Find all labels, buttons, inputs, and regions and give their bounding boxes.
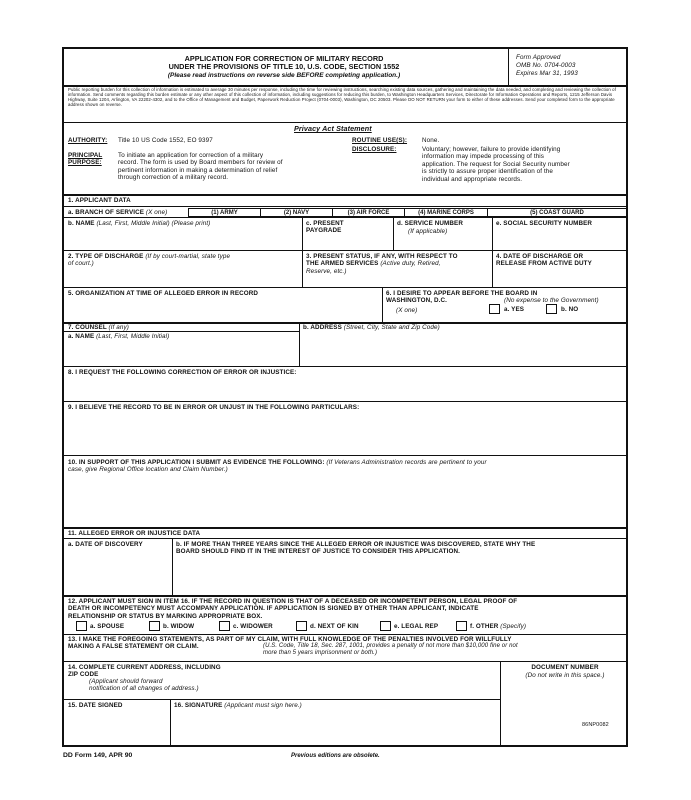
appear-no-checkbox[interactable] — [546, 304, 557, 314]
form-title-line1: APPLICATION FOR CORRECTION OF MILITARY RECORD — [184, 54, 384, 63]
widow-label: b. WIDOW — [163, 623, 195, 630]
signature-label: 16. SIGNATURE (Applicant must sign here.) — [174, 702, 302, 709]
date-signed-label: 15. DATE SIGNED — [68, 702, 123, 709]
branch-coast-guard[interactable]: (5) COAST GUARD — [487, 208, 627, 217]
form-approved: Form Approved — [516, 54, 561, 61]
rule — [64, 595, 626, 597]
legal-rep-checkbox[interactable] — [380, 621, 391, 631]
branch-air-force[interactable]: (3) AIR FORCE — [332, 208, 405, 217]
applicant-sign-label: 12. APPLICANT MUST SIGN IN ITEM 16. IF THE RECORD IN QUESTION IS THAT OF A DECEASED OR INCOMPETENT PERSON, LEGAL PROOF OF DEATH OR INCOMPETENCY MUST ACCOMPANY APPLICATION. IF APPLICATION IS SIGNED BY OTHER THAN APPLICANT, INDICATE RELATIONSHIP OR STATUS BY MARKING APPROPRIATE BOX. — [68, 598, 518, 620]
rule — [170, 699, 171, 747]
correction-request-label: 8. I REQUEST THE FOLLOWING CORRECTION OF ERROR OR INJUSTICE: — [68, 369, 297, 376]
dd-form-149 — [62, 47, 628, 747]
expiration-date: Expires Mar 31, 1993 — [516, 70, 578, 77]
rule — [64, 194, 626, 196]
discharge-type-label: 2. TYPE OF DISCHARGE (If by court-martial, state type of court.) — [68, 253, 231, 268]
next-of-kin-label: d. NEXT OF KIN — [310, 623, 359, 630]
burden-notice: Public reporting burden for this collection of information is estimated to average 30 minutes per response, including the time for reviewing instructions, searching existing data sources, gathering and maintaining the data needed, and completing and reviewing the collection of information. Send comments regarding this burden estimate or any other aspect of this collection of information, including suggestions for reducing this burden, to Washington Headquarters Services, Directorate for Information Operations and Reports, 1215 Jefferson Davis Highway, Suite 1204, Arlington, VA 22202-4302, and to the Office of Management and Budget, Paperwork Reduction Project (0704-0003), Washington, DC 20503. Please DO NOT RETURN your form to either of these addresses. Send your completed form to the appropriate address shown on reverse. — [68, 87, 616, 108]
rule — [382, 287, 383, 322]
rule — [302, 217, 303, 250]
rule — [64, 331, 299, 332]
document-number-label: DOCUMENT NUMBER — [531, 664, 599, 671]
present-status-label: 3. PRESENT STATUS, IF ANY, WITH RESPECT TO THE ARMED SERVICES (Active duty, Retired, Reserve, etc.) — [306, 253, 458, 275]
appear-before-board-label: 6. I DESIRE TO APPEAR BEFORE THE BOARD IN WASHINGTON, D.C. — [386, 290, 538, 305]
rule — [492, 217, 493, 250]
service-number-label: d. SERVICE NUMBER — [397, 220, 463, 227]
disclosure-text: Voluntary; however, failure to provide identifying information may impede processing of this application. The request for Social Security number is strictly to assure proper identification of the individual and appropriate records. — [422, 146, 570, 183]
service-number-note: (If applicable) — [408, 228, 448, 235]
rule — [302, 250, 303, 287]
paygrade-label: c. PRESENT PAYGRADE — [306, 220, 344, 235]
evidence-label: 10. IN SUPPORT OF THIS APPLICATION I SUBMIT AS EVIDENCE THE FOLLOWING: (If Veterans Administration records are pertinent to your case, give Regional Office location and Claim Number.) — [68, 459, 487, 474]
widower-label: c. WIDOWER — [233, 623, 273, 630]
rule — [64, 250, 626, 251]
routine-uses-label: ROUTINE USE(S): — [352, 137, 408, 144]
other-label: f. OTHER (Specify) — [470, 623, 527, 630]
rule — [64, 634, 626, 635]
counsel-address-label: b. ADDRESS (Street, City, State and Zip Code) — [303, 324, 440, 331]
routine-uses-text: None. — [422, 137, 440, 144]
rule — [64, 527, 626, 529]
rule — [64, 401, 626, 402]
alleged-error-heading: 11. ALLEGED ERROR OR INJUSTICE DATA — [68, 530, 201, 537]
current-address-note: (Applicant should forward notification of all changes of address.) — [89, 678, 199, 693]
branch-label: a. BRANCH OF SERVICE (X one) — [68, 209, 168, 216]
current-address-label: 14. COMPLETE CURRENT ADDRESS, INCLUDING ZIP CODE — [68, 664, 221, 679]
header-divider — [508, 49, 509, 85]
form-code: 86NP0082 — [582, 722, 609, 728]
appear-no-label: b. NO — [561, 306, 579, 313]
counsel-name-label: a. NAME (Last, First, Middle Initial) — [68, 333, 170, 340]
authority-text: Title 10 US Code 1552, EO 9397 — [118, 137, 213, 144]
document-number-note: (Do not write in this space.) — [525, 672, 605, 679]
branch-army[interactable]: (1) ARMY — [188, 208, 261, 217]
principal-purpose-label: PRINCIPAL PURPOSE: — [68, 152, 103, 167]
next-of-kin-checkbox[interactable] — [296, 621, 307, 631]
ssn-label: e. SOCIAL SECURITY NUMBER — [496, 220, 593, 227]
counsel-label: 7. COUNSEL (If any) — [68, 324, 129, 331]
rule — [64, 455, 626, 456]
legal-rep-label: e. LEGAL REP — [394, 623, 439, 630]
statement-note: (U.S. Code, Title 18, Sec. 287, 1001, provides a penalty of not more than $10,000 fine or not more than 5 years imprisonment or both.) — [263, 643, 518, 657]
name-label: b. NAME (Last, First, Middle Initial) (Please print) — [68, 220, 211, 227]
rule — [64, 122, 626, 123]
authority-label: AUTHORITY: — [68, 137, 108, 144]
rule — [64, 699, 501, 700]
omb-number: OMB No. 0704-0003 — [516, 62, 576, 69]
principal-purpose-text: To initiate an application for correction of a military record. The form is used by Board members for review of pertinent information in making a determination of relief through correction of a military record. — [118, 152, 283, 182]
rule — [64, 538, 626, 539]
three-years-label: b. IF MORE THAN THREE YEARS SINCE THE ALLEGED ERROR OR INJUSTICE WAS DISCOVERED, STATE WHY THE BOARD SHOULD FIND IT IN THE INTEREST OF JUSTICE TO CONSIDER THIS APPLICATION. — [176, 541, 536, 556]
appear-yes-checkbox[interactable] — [489, 304, 500, 314]
applicant-data-heading: 1. APPLICANT DATA — [68, 197, 131, 204]
privacy-heading: Privacy Act Statement — [294, 124, 372, 133]
form-instruction: (Please read instructions on reverse side BEFORE completing application.) — [167, 72, 401, 79]
other-checkbox[interactable] — [456, 621, 467, 631]
rule — [64, 206, 626, 207]
error-particulars-label: 9. I BELIEVE THE RECORD TO BE IN ERROR OR UNJUST IN THE FOLLOWING PARTICULARS: — [68, 404, 360, 411]
widow-checkbox[interactable] — [149, 621, 160, 631]
statement-label: 13. I MAKE THE FOREGOING STATEMENTS, AS PART OF MY CLAIM, WITH FULL KNOWLEDGE OF THE PENALTIES INVOLVED FOR WILLFULLY MAKING A FALSE STATEMENT OR CLAIM. — [68, 636, 512, 651]
rule — [64, 287, 626, 288]
rule — [172, 538, 173, 595]
discovery-date-label: a. DATE OF DISCOVERY — [68, 541, 143, 548]
rule — [64, 661, 626, 662]
rule — [64, 217, 626, 218]
rule — [299, 322, 300, 366]
discharge-date-label: 4. DATE OF DISCHARGE OR RELEASE FROM ACTIVE DUTY — [496, 253, 592, 268]
organization-label: 5. ORGANIZATION AT TIME OF ALLEGED ERROR IN RECORD — [68, 290, 259, 297]
form-id: DD Form 149, APR 90 — [63, 752, 133, 759]
disclosure-label: DISCLOSURE: — [352, 146, 397, 153]
widower-checkbox[interactable] — [219, 621, 230, 631]
appear-xone: (X one) — [396, 307, 418, 314]
appear-yes-label: a. YES — [504, 306, 525, 313]
previous-editions: Previous editions are obsolete. — [291, 753, 380, 759]
spouse-checkbox[interactable] — [76, 621, 87, 631]
spouse-label: a. SPOUSE — [90, 623, 125, 630]
branch-marine-corps[interactable]: (4) MARINE CORPS — [404, 208, 488, 217]
appear-note: (No expense to the Government) — [504, 297, 599, 304]
branch-navy[interactable]: (2) NAVY — [260, 208, 333, 217]
rule — [64, 366, 626, 367]
form-title-line2: UNDER THE PROVISIONS OF TITLE 10, U.S. CODE, SECTION 1552 — [168, 62, 400, 71]
rule — [492, 250, 493, 287]
rule — [393, 217, 394, 250]
